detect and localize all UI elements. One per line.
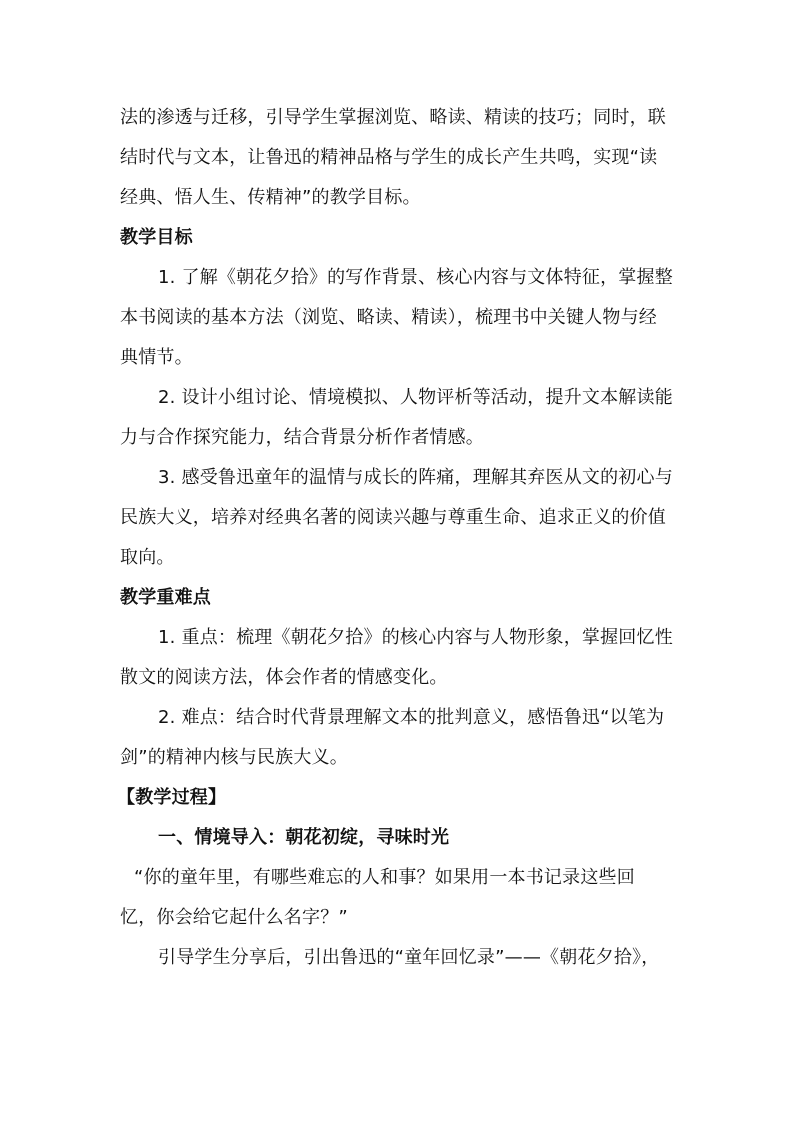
difficulty-line-2: 剑”的精神内核与民族大义。	[120, 747, 348, 768]
key-point-line-1: 1. 重点：梳理《朝花夕拾》的核心内容与人物形象，掌握回忆性	[158, 627, 673, 648]
quote-line-1: “你的童年里，有哪些难忘的人和事？如果用一本书记录这些回	[134, 867, 635, 888]
goal-3-line-3: 取向。	[120, 547, 175, 568]
goal-3-line-2: 民族大义，培养对经典名著的阅读兴趣与尊重生命、追求正义的价值	[120, 507, 666, 528]
section-heading-key-difficulties: 教学重难点	[120, 587, 211, 608]
goal-2-line-1: 2. 设计小组讨论、情境模拟、人物评析等活动，提升文本解读能	[158, 387, 673, 408]
intro-line-3: 经典、悟人生、传精神”的教学目标。	[120, 187, 421, 208]
guide-line-1: 引导学生分享后，引出鲁迅的“童年回忆录”——《朝花夕拾》，	[158, 947, 660, 968]
subheading-scene-introduction: 一、情境导入：朝花初绽，寻味时光	[158, 827, 450, 848]
goal-2-line-2: 力与合作探究能力，结合背景分析作者情感。	[120, 427, 484, 448]
key-point-line-2: 散文的阅读方法，体会作者的情感变化。	[120, 667, 448, 688]
goal-1-line-2: 本书阅读的基本方法（浏览、略读、精读），梳理书中关键人物与经	[120, 307, 657, 328]
document-content	[117, 98, 680, 978]
difficulty-line-1: 2. 难点：结合时代背景理解文本的批判意义，感悟鲁迅“以笔为	[158, 707, 665, 728]
section-heading-teaching-process: 【教学过程】	[117, 787, 227, 808]
intro-line-2: 结时代与文本，让鲁迅的精神品格与学生的成长产生共鸣，实现“读	[120, 147, 658, 168]
intro-line-1: 法的渗透与迁移，引导学生掌握浏览、略读、精读的技巧；同时，联	[120, 107, 666, 128]
goal-3-line-1: 3. 感受鲁迅童年的温情与成长的阵痛，理解其弃医从文的初心与	[158, 467, 673, 488]
goal-1-line-3: 典情节。	[120, 347, 193, 368]
quote-line-2: 忆，你会给它起什么名字？”	[120, 907, 348, 928]
goal-1-line-1: 1. 了解《朝花夕拾》的写作背景、核心内容与文体特征，掌握整	[158, 267, 673, 288]
section-heading-teaching-goals: 教学目标	[120, 227, 193, 248]
